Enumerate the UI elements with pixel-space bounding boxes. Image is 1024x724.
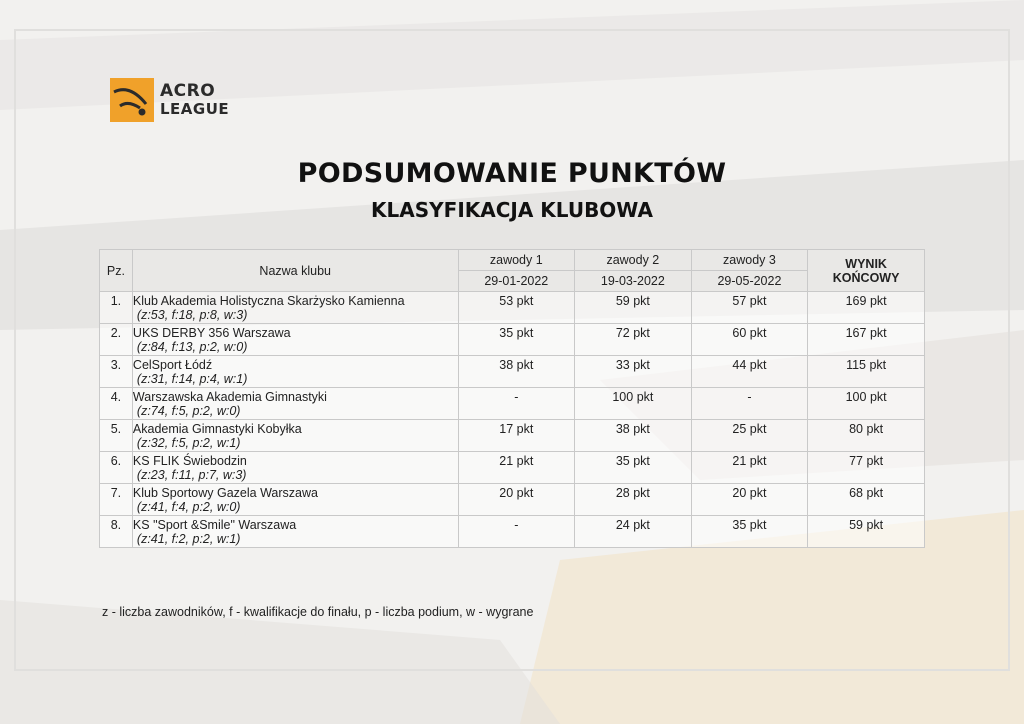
row-event-2: 72 pkt xyxy=(575,324,692,356)
row-event-2: 24 pkt xyxy=(575,516,692,548)
header-final-score: WYNIK KOŃCOWY xyxy=(808,250,925,292)
table-row xyxy=(100,356,925,388)
page-subtitle: KLASYFIKACJA KLUBOWA xyxy=(371,198,653,222)
table-row xyxy=(100,516,925,548)
table-row xyxy=(100,452,925,484)
header-event-1-date: 29-01-2022 xyxy=(458,271,575,292)
table-row xyxy=(100,484,925,516)
row-total: 59 pkt xyxy=(808,516,925,548)
row-total: 100 pkt xyxy=(808,388,925,420)
header-event-2-date: 19-03-2022 xyxy=(575,271,692,292)
table-row xyxy=(100,388,925,420)
header-position: Pz. xyxy=(100,250,133,292)
table-row xyxy=(100,292,925,324)
row-event-3: 21 pkt xyxy=(691,452,808,484)
row-club: KS "Sport &Smile" Warszawa (z:41, f:2, p:2, w:1) xyxy=(132,516,458,548)
row-event-1: 38 pkt xyxy=(458,356,575,388)
logo-mark xyxy=(110,78,154,122)
row-total: 115 pkt xyxy=(808,356,925,388)
row-event-3: - xyxy=(691,388,808,420)
row-position: 4. xyxy=(100,388,133,420)
row-position: 6. xyxy=(100,452,133,484)
row-total: 68 pkt xyxy=(808,484,925,516)
row-total: 167 pkt xyxy=(808,324,925,356)
row-event-3: 20 pkt xyxy=(691,484,808,516)
header-event-2: zawody 2 xyxy=(575,250,692,271)
row-event-1: - xyxy=(458,388,575,420)
logo-text: ACRO LEAGUE xyxy=(160,81,230,118)
footnote-legend: z - liczba zawodników, f - kwalifikacje do finału, p - liczba podium, w - wygrane xyxy=(102,605,534,619)
row-event-3: 44 pkt xyxy=(691,356,808,388)
row-position: 7. xyxy=(100,484,133,516)
row-event-1: 53 pkt xyxy=(458,292,575,324)
row-club: CelSport Łódź (z:31, f:14, p:4, w:1) xyxy=(132,356,458,388)
row-position: 2. xyxy=(100,324,133,356)
table-row xyxy=(100,420,925,452)
row-event-2: 35 pkt xyxy=(575,452,692,484)
row-total: 169 pkt xyxy=(808,292,925,324)
row-position: 3. xyxy=(100,356,133,388)
row-total: 77 pkt xyxy=(808,452,925,484)
results-table xyxy=(99,249,925,548)
row-event-1: 20 pkt xyxy=(458,484,575,516)
row-event-2: 59 pkt xyxy=(575,292,692,324)
header-event-1: zawody 1 xyxy=(458,250,575,271)
row-club: UKS DERBY 356 Warszawa (z:84, f:13, p:2, w:0) xyxy=(132,324,458,356)
row-event-1: 35 pkt xyxy=(458,324,575,356)
row-event-2: 38 pkt xyxy=(575,420,692,452)
header-event-3-date: 29-05-2022 xyxy=(691,271,808,292)
row-event-2: 33 pkt xyxy=(575,356,692,388)
table-row xyxy=(100,324,925,356)
row-club: Akademia Gimnastyki Kobyłka (z:32, f:5, p:2, w:1) xyxy=(132,420,458,452)
page-title: PODSUMOWANIE PUNKTÓW xyxy=(297,158,727,189)
row-club: Warszawska Akademia Gimnastyki (z:74, f:5, p:2, w:0) xyxy=(132,388,458,420)
row-position: 8. xyxy=(100,516,133,548)
row-event-1: - xyxy=(458,516,575,548)
header-club: Nazwa klubu xyxy=(132,250,458,292)
row-total: 80 pkt xyxy=(808,420,925,452)
row-position: 1. xyxy=(100,292,133,324)
row-event-3: 25 pkt xyxy=(691,420,808,452)
row-event-3: 35 pkt xyxy=(691,516,808,548)
row-event-1: 17 pkt xyxy=(458,420,575,452)
acro-league-logo xyxy=(110,78,229,122)
row-event-3: 57 pkt xyxy=(691,292,808,324)
row-event-1: 21 pkt xyxy=(458,452,575,484)
row-event-2: 28 pkt xyxy=(575,484,692,516)
row-club: KS FLIK Świebodzin (z:23, f:11, p:7, w:3) xyxy=(132,452,458,484)
row-club: Klub Akademia Holistyczna Skarżysko Kamienna (z:53, f:18, p:8, w:3) xyxy=(132,292,458,324)
row-position: 5. xyxy=(100,420,133,452)
row-club: Klub Sportowy Gazela Warszawa (z:41, f:4, p:2, w:0) xyxy=(132,484,458,516)
header-event-3: zawody 3 xyxy=(691,250,808,271)
row-event-3: 60 pkt xyxy=(691,324,808,356)
row-event-2: 100 pkt xyxy=(575,388,692,420)
